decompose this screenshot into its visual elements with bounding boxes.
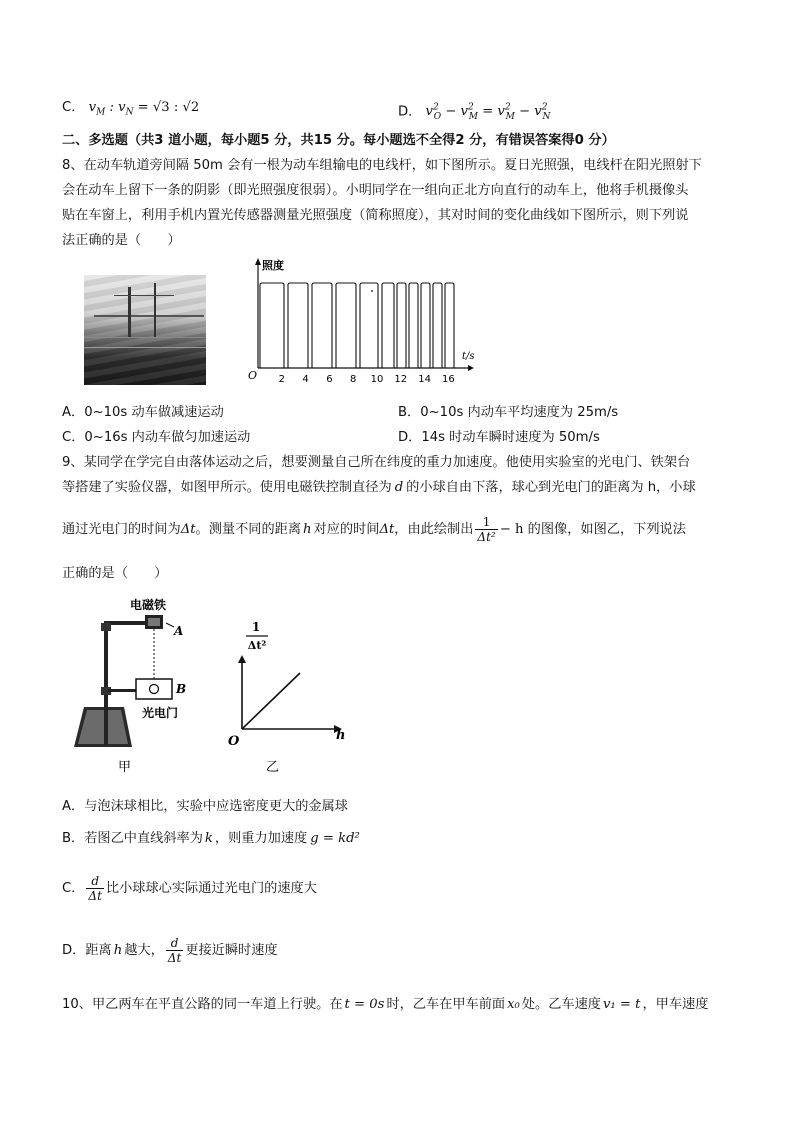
q9-option-d <box>62 934 278 968</box>
option-label: C． <box>62 881 85 896</box>
text: D．距离 <box>62 943 112 958</box>
text: 等搭建了实验仪器，如图甲所示。使用电磁铁控制直径为 <box>62 480 392 495</box>
graph-x-label: h <box>336 728 346 743</box>
q7-option-d-expr: $v^2_O - v^2_M = v^2_M - v^2_N$ <box>425 103 551 123</box>
section-heading: 二、多选题（共3 道小题，每小题5 分，共15 分。每小题选不全得2 分，有错误答案得0 分） <box>62 133 615 148</box>
text: ，则重力加速度 <box>214 831 308 846</box>
text: 的小球自由下落，球心到光电门的距离为 h，小球 <box>406 480 696 495</box>
numerator: d <box>166 936 184 951</box>
graph-line <box>242 673 300 729</box>
denominator: Δt <box>88 888 102 903</box>
q8-stem-line4: 法正确的是（ ） <box>62 233 181 248</box>
numerator: 1 <box>475 515 497 530</box>
text: 10、甲乙两车在平直公路的同一车道上行驶。在 <box>62 997 343 1012</box>
text: ，由此绘制出 <box>394 522 474 537</box>
graph-tick-label: 14 <box>418 374 431 385</box>
q8-option-b: B．0~10s 内动车平均速度为 25m/s <box>398 405 619 420</box>
q9-option-b <box>62 830 360 848</box>
point-b-label: B <box>176 682 187 696</box>
graph-y-label: 照度 <box>262 259 284 272</box>
q8-option-d: D．14s 时动车瞬时速度为 50m/s <box>398 430 600 445</box>
denominator: Δt² <box>477 529 496 544</box>
var-dt: Δt <box>379 522 395 537</box>
var-h: h <box>303 522 312 537</box>
text: − h 的图像，如图乙，下列说法 <box>499 522 686 537</box>
q9-stem-line2 <box>62 479 696 497</box>
text: B．若图乙中直线斜率为 <box>62 831 203 846</box>
text: 。测量不同的距离 <box>195 522 302 537</box>
graph-y-den: Δt² <box>247 639 267 652</box>
graph-tick-label: 2 <box>278 374 285 385</box>
q9-option-c <box>62 872 317 906</box>
q9-stem-line4: 正确的是（ ） <box>62 566 168 581</box>
illuminance-time-graph <box>236 255 476 390</box>
formula: v₁ = t <box>602 997 641 1012</box>
graph-y-num: 1 <box>251 620 261 634</box>
graph-tick-label: 8 <box>350 374 357 385</box>
inverse-dt2-vs-h-graph <box>226 615 356 775</box>
denominator: Δt <box>167 950 182 965</box>
graph-tick-label: 16 <box>442 374 455 385</box>
graph-origin: O <box>228 734 240 749</box>
text: 对应的时间 <box>313 522 380 537</box>
magnet-label: 电磁铁 <box>130 598 167 612</box>
numerator: d <box>86 874 104 889</box>
q7-option-c-expr: $v_M$ : $v_N = √3$ : √2 <box>88 100 200 118</box>
q7-option-d <box>398 99 550 126</box>
formula: t = 0s <box>344 997 385 1012</box>
q9-option-a: A．与泡沫球相比，实验中应选密度更大的金属球 <box>62 799 348 814</box>
text: 比小球球心实际通过光电门的速度大 <box>105 881 317 896</box>
graph-tick-label: 6 <box>326 374 333 385</box>
figure-jia-label: 甲 <box>118 760 132 775</box>
q8-stem-line2: 会在动车上留下一条的阴影（即光照强度很弱）。小明同学在一组向正北方向直行的动车上，他将手机摄像头 <box>62 183 689 198</box>
q7-option-c <box>62 99 199 122</box>
graph-tick-label: 10 <box>370 374 384 385</box>
apparatus-figure <box>70 595 200 775</box>
formula: g = kd² <box>310 831 360 846</box>
graph-origin: O <box>248 369 258 382</box>
text: ，甲车速度 <box>642 997 709 1012</box>
graph-tick-label: 12 <box>394 374 408 385</box>
text: 通过光电门的时间为 <box>62 522 181 537</box>
fraction-d-over-dt <box>86 874 104 903</box>
q8-stem-line1: 8、在动车轨道旁间隔 50m 会有一根为动车组输电的电线杆，如下图所示。夏日光照强，电线杆在阳光照射下 <box>62 158 702 173</box>
var-x0: x₀ <box>507 997 520 1012</box>
var-dt: Δt <box>180 522 196 537</box>
var-d: d <box>394 480 404 495</box>
fraction-d-over-dt <box>166 936 184 965</box>
point-a-label: A <box>174 624 184 638</box>
q8-option-a: A．0~10s 动车做减速运动 <box>62 405 224 420</box>
fraction-1-over-dt2 <box>475 515 497 544</box>
q8-stem-line3: 贴在车窗上，利用手机内置光传感器测量光照强度（简称照度），其对时间的变化曲线如下图所示，则下列说 <box>62 208 689 223</box>
graph-tick-label: 4 <box>302 374 309 385</box>
var-h: h <box>113 943 123 958</box>
q9-stem-line3 <box>62 513 686 547</box>
var-k: k <box>204 831 213 846</box>
q9-stem-line1: 9、某同学在学完自由落体运动之后，想要测量自己所在纬度的重力加速度。他使用实验室的光电门、铁架台 <box>62 455 691 470</box>
q10-stem-line1 <box>62 996 708 1014</box>
option-label: D． <box>398 104 422 120</box>
train-window-photo <box>84 275 206 385</box>
text: 越大， <box>124 943 164 958</box>
figure-yi-label: 乙 <box>266 760 280 775</box>
text: 更接近瞬时速度 <box>185 943 278 958</box>
text: 时，乙车在甲车前面 <box>386 997 506 1012</box>
graph-x-label: t/s <box>462 351 475 362</box>
text: 处。乙车速度 <box>521 997 601 1012</box>
q8-option-c: C．0~16s 内动车做匀加速运动 <box>62 430 251 445</box>
option-label: C． <box>62 100 85 115</box>
photogate-label: 光电门 <box>142 706 179 720</box>
